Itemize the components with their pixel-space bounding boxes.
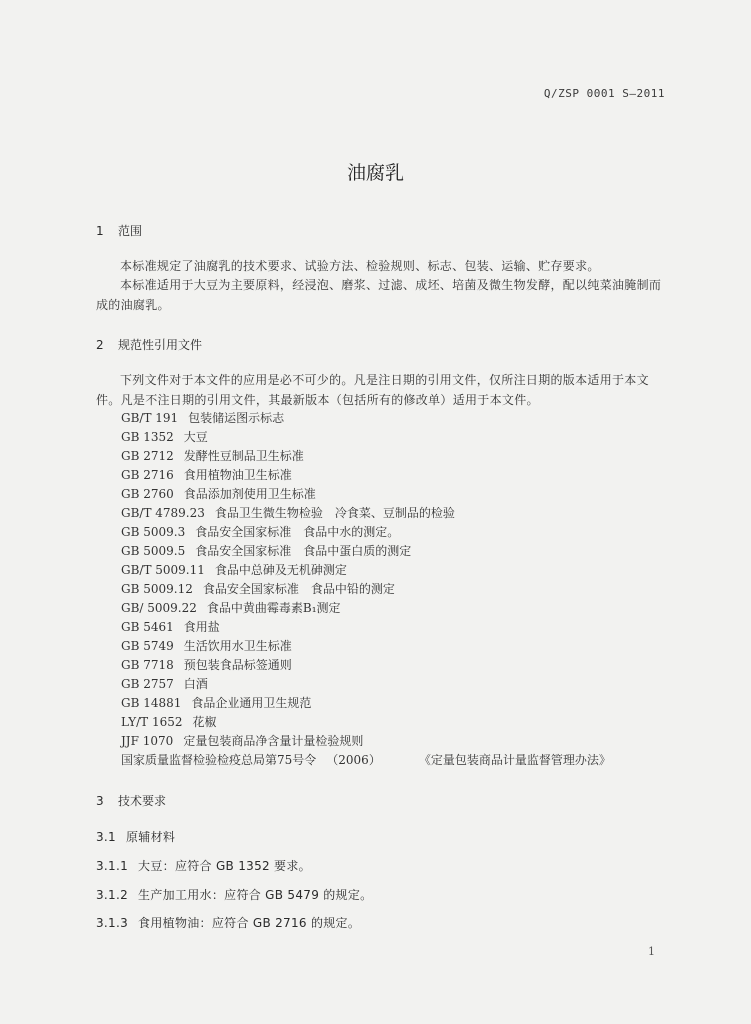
reference-item: GB 2757 白酒	[121, 677, 208, 691]
reference-item: GB/T 5009.11 食品中总砷及无机砷测定	[121, 563, 347, 577]
scope-paragraph-2: 本标准适用于大豆为主要原料，经浸泡、磨浆、过滤、成坯、培菌及微生物发酵，配以纯菜油腌制而成的油腐乳。	[96, 278, 662, 312]
section-title: 规范性引用文件	[118, 338, 203, 352]
reference-item: GB 5009.3 食品安全国家标准 食品中水的测定。	[121, 525, 400, 539]
reference-item: GB 5461 食用盐	[121, 620, 220, 634]
reference-item: GB 2712 发酵性豆制品卫生标准	[121, 449, 304, 463]
reference-item: JJF 1070 定量包装商品净含量计量检验规则	[121, 734, 364, 748]
reference-item: GB 2716 食用植物油卫生标准	[121, 468, 292, 482]
section-title: 范围	[118, 224, 143, 238]
reference-item: GB 5009.5 食品安全国家标准 食品中蛋白质的测定	[121, 544, 412, 558]
reference-item: GB 5749 生活饮用水卫生标准	[121, 639, 292, 653]
reference-item: GB/ 5009.22 食品中黄曲霉毒素B₁测定	[121, 601, 341, 615]
section-3-heading	[96, 792, 166, 809]
reference-item: GB 2760 食品添加剂使用卫生标准	[121, 487, 316, 501]
page-number: 1	[648, 945, 655, 958]
clause-3-1-3: 3.1.3 食用植物油：应符合 GB 2716 的规定。	[96, 916, 361, 930]
section-number: 1	[96, 224, 104, 238]
reference-item: GB/T 4789.23 食品卫生微生物检验 冷食菜、豆制品的检验	[121, 506, 455, 520]
section-title: 技术要求	[118, 794, 167, 808]
clause-3-1-1: 3.1.1 大豆：应符合 GB 1352 要求。	[96, 859, 311, 873]
section-2-heading	[96, 336, 202, 353]
reference-item: GB 5009.12 食品安全国家标准 食品中铅的测定	[121, 582, 395, 596]
reference-list	[121, 409, 611, 770]
document-title: 油腐乳	[346, 162, 404, 184]
section-1-heading	[96, 222, 142, 239]
reference-item: GB/T 191 包装储运图示标志	[121, 411, 285, 425]
section-number: 3	[96, 794, 104, 808]
reference-item: GB 1352 大豆	[121, 430, 208, 444]
subsection-3-1: 3.1 原辅材料	[96, 830, 176, 844]
standard-code: Q/ZSP 0001 S—2011	[543, 87, 665, 100]
reference-item: GB 7718 预包装食品标签通则	[121, 658, 292, 672]
reference-item: 国家质量监督检验检疫总局第75号令 （2006） 《定量包装商品计量监督管理办法》	[121, 753, 611, 767]
references-intro: 下列文件对于本文件的应用是必不可少的。凡是注日期的引用文件，仅所注日期的版本适用于本文件。凡是不注日期的引用文件，其最新版本（包括所有的修改单）适用于本文件。	[96, 373, 649, 407]
reference-item: GB 14881 食品企业通用卫生规范	[121, 696, 312, 710]
clause-3-1-2: 3.1.2 生产加工用水：应符合 GB 5479 的规定。	[96, 888, 373, 902]
reference-item: LY/T 1652 花椒	[121, 715, 217, 729]
section-number: 2	[96, 338, 104, 352]
scope-paragraph-1: 本标准规定了油腐乳的技术要求、试验方法、检验规则、标志、包装、运输、贮存要求。	[120, 259, 600, 273]
